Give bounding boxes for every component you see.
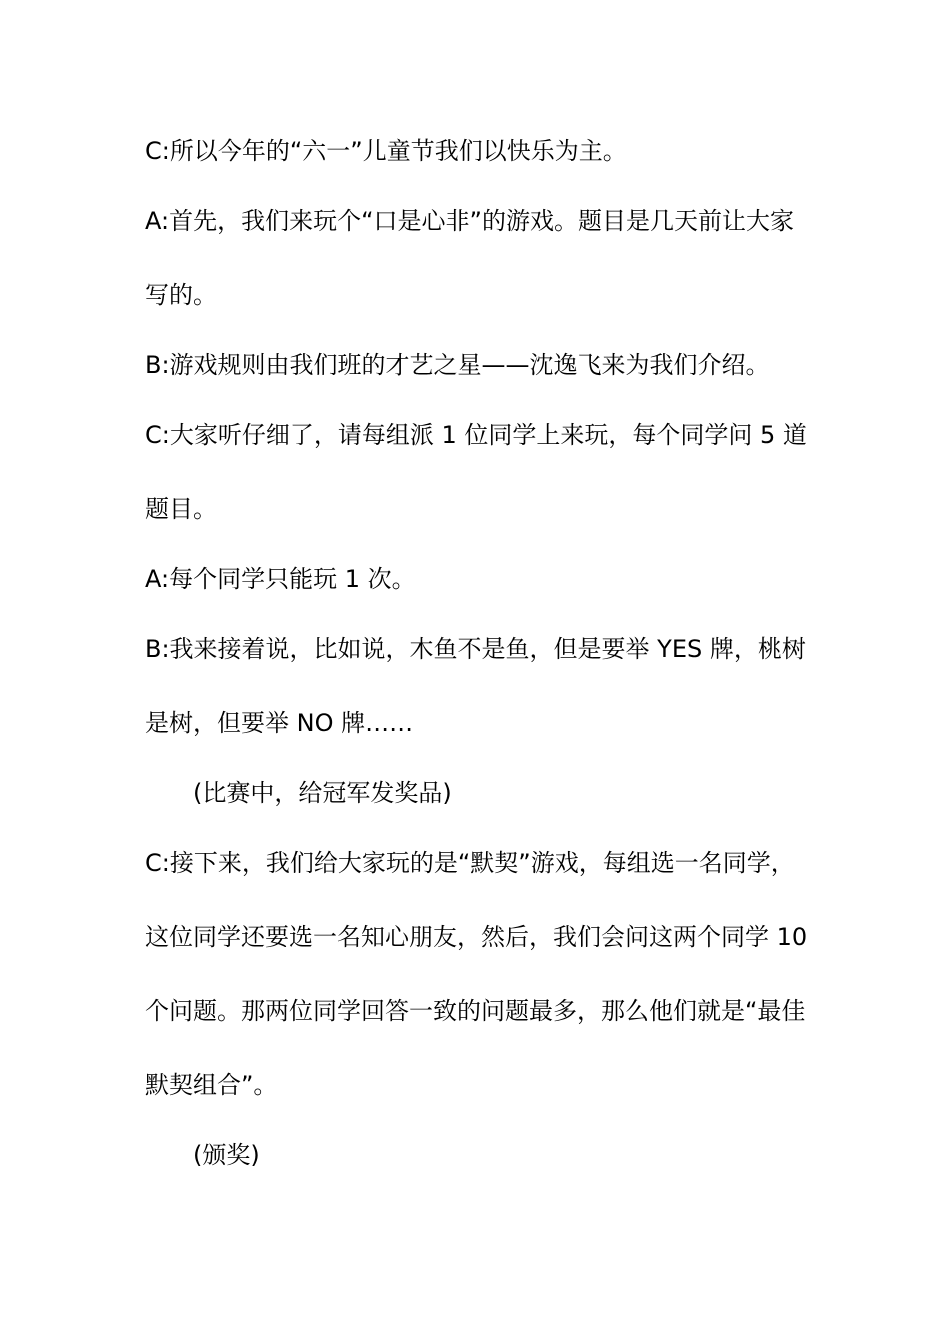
document-body bbox=[145, 128, 810, 1202]
paragraph-b-1: B:游戏规则由我们班的才艺之星——沈逸飞来为我们介绍。 bbox=[145, 351, 770, 379]
stage-direction-competition: (比赛中，给冠军发奖品) bbox=[193, 779, 452, 807]
paragraph-c-1: C:所以今年的“六一”儿童节我们以快乐为主。 bbox=[145, 137, 627, 165]
stage-direction-award: (颁奖) bbox=[193, 1141, 260, 1169]
paragraph-a-1: A:首先，我们来玩个“口是心非”的游戏。题目是几天前让大家写的。 bbox=[145, 207, 794, 309]
paragraph-a-2: A:每个同学只能玩 1 次。 bbox=[145, 565, 416, 593]
paragraph-c-2: C:大家听仔细了，请每组派 1 位同学上来玩，每个同学问 5 道题目。 bbox=[145, 421, 807, 523]
paragraph-b-2: B:我来接着说，比如说，木鱼不是鱼，但是要举 YES 牌，桃树是树，但要举 NO 牌…… bbox=[145, 635, 806, 737]
paragraph-c-3: C:接下来，我们给大家玩的是“默契”游戏，每组选一名同学，这位同学还要选一名知心朋友，然后，我们会问这两个同学 10 个问题。那两位同学回答一致的问题最多，那么他们就是“最佳默契组合”。 bbox=[145, 849, 808, 1099]
